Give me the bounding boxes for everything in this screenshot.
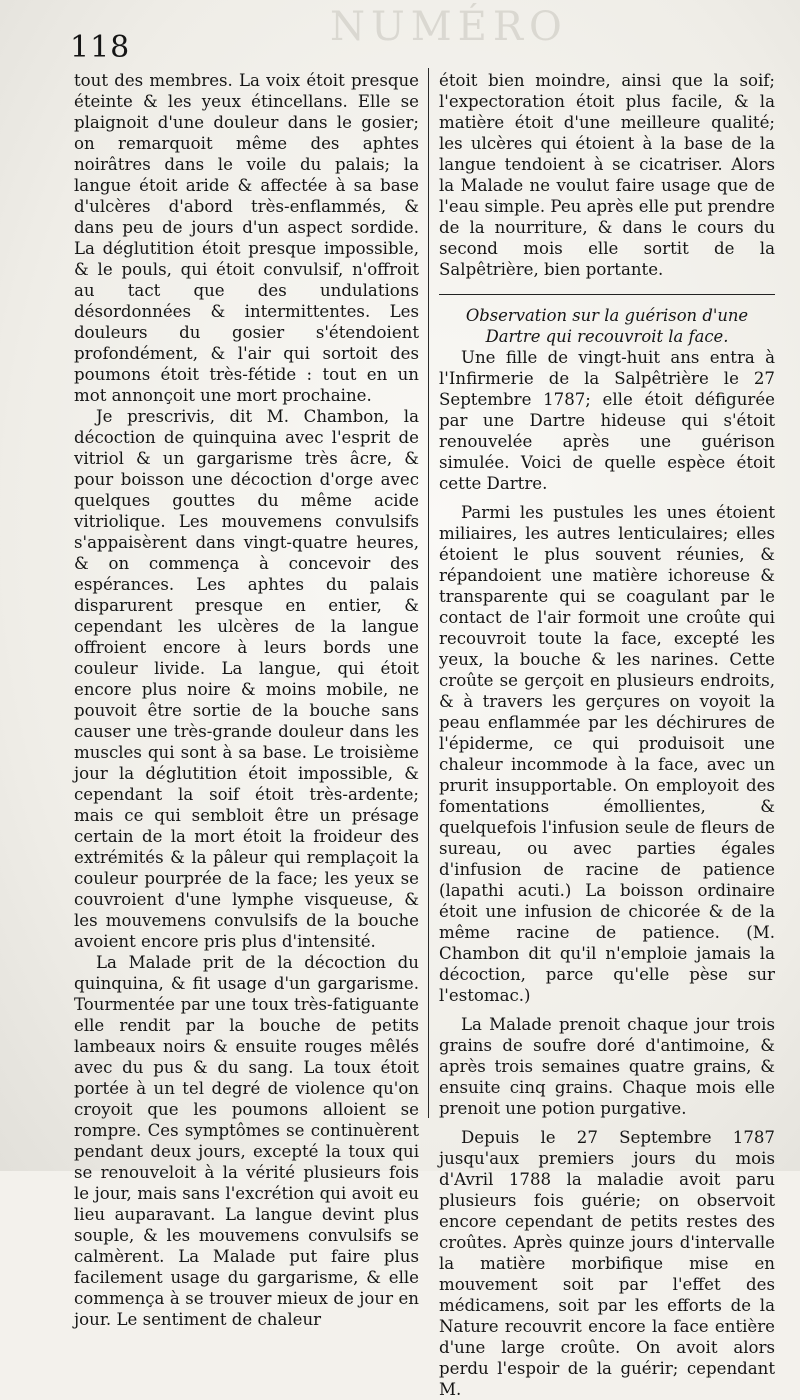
observation-title: Observation sur la guérison d'une Dartre qui recouvroit la face. <box>465 306 749 346</box>
paragraph: Je prescrivis, dit M. Chambon, la décoction de quinquina avec l'esprit de vitriol & un gargarisme très âcre, & pour boisson une décoction d'orge avec quelques gouttes du même acide vitriolique. Les mouvemens convulsifs s'appaisèrent dans vingt-quatre heures, & on commença à concevoir des espérances. Les aphtes du palais disparurent presque en entier, & cependant les ulcères de la langue offroient encore à leurs bords une couleur livide. La langue, qui étoit encore plus noire & moins mobile, ne pouvoit être sortie de la bouche sans causer une très-grande douleur dans les muscles qui sont à sa base. Le troisième jour la déglutition étoit impossible, & cependant la soif étoit très-ardente; mais ce qui sembloit être un présage certain de la mort étoit la froideur des extrémités & la pâleur qui remplaçoit la couleur pourprée de la face; les yeux se couvroient d'une lymphe visqueuse, & les mouvemens convulsifs de la bouche avoient encore pris plus d'intensité. <box>74 407 419 951</box>
running-head: NUMÉRO <box>330 4 568 50</box>
page-number: 118 <box>70 30 131 65</box>
paragraph: La Malade prenoit chaque jour trois grains de soufre doré d'antimoine, & après trois semaines quatre grains, & ensuite cinq grains. Chaque mois elle prenoit une potion purgative. <box>439 1015 775 1118</box>
paragraph: tout des membres. La voix étoit presque éteinte & les yeux étincellans. Elle se plaignoit d'une douleur dans le gosier; on remarquoit même des aphtes noirâtres dans le voile du palais; la langue étoit aride & affectée à sa base d'ulcères d'abord très-enflammés, & dans peu de jours d'un aspect sordide. La déglutition étoit presque impossible, & le pouls, qui étoit convulsif, n'offroit au tact que des undulations désordonnées & intermittentes. Les douleurs du gosier s'étendoient profondément, & l'air qui sortoit des poumons étoit très-fétide : tout en un mot annonçoit une mort prochaine. <box>74 71 419 405</box>
left-column <box>74 70 419 1330</box>
column-rule <box>428 68 429 1118</box>
paragraph: étoit bien moindre, ainsi que la soif; l'expectoration étoit plus facile, & la matière étoit d'une meilleure qualité; les ulcères qui étoient à la base de la langue tendoient à se cicatriser. Alors la Malade ne voulut faire usage que de l'eau simple. Peu après elle put prendre de la nourriture, & dans le cours du second mois elle sortit de la Salpêtrière, bien portante. <box>439 71 775 279</box>
paragraph: La Malade prit de la décoction du quinquina, & fit usage d'un gargarisme. Tourmentée par une toux très-fatiguante elle rendit par la bouche de petits lambeaux noirs & ensuite rouges mêlés avec du pus & du sang. La toux étoit portée à un tel degré de violence qu'on croyoit que les poumons alloient se rompre. Ces symptômes se continuèrent pendant deux jours, excepté la toux qui se renouveloit à la vérité plusieurs fois le jour, mais sans l'excrétion qui avoit eu lieu auparavant. La langue devint plus souple, & les mouvemens convulsifs se calmèrent. La Malade put faire plus facilement usage du gargarisme, & elle commença à se trouver mieux de jour en jour. Le sentiment de chaleur <box>74 953 419 1329</box>
paragraph: Depuis le 27 Septembre 1787 jusqu'aux premiers jours du mois d'Avril 1788 la maladie avoit paru plusieurs fois guérie; on observoit encore cependant de petits restes des croûtes. Après quinze jours d'intervalle la matière morbifique mise en mouvement soit par l'effet des médicamens, soit par les efforts de la Nature recouvrit encore la face entière d'une large croûte. On avoit alors perdu l'espoir de la guérir; cependant M. <box>439 1128 775 1399</box>
right-column <box>439 70 775 1400</box>
section-divider <box>439 294 775 295</box>
paragraph: Parmi les pustules les unes étoient miliaires, les autres lenticulaires; elles étoient le plus souvent réunies, & répandoient une matière ichoreuse & transparente qui se coagulant par le contact de l'air formoit une croûte qui recouvroit toute la face, excepté les yeux, la bouche & les narines. Cette croûte se gerçoit en plusieurs endroits, & à travers les gerçures on voyoit la peau enflammée par les déchirures de l'épiderme, ce qui produisoit une chaleur incommode à la face, avec un prurit insupportable. On employoit des fomentations émollientes, & quelquefois l'infusion seule de fleurs de sureau, ou avec parties égales d'infusion de racine de patience (lapathi acuti.) La boisson ordinaire étoit une infusion de chicorée & de la même racine de patience. (M. Chambon dit qu'il n'emploie jamais la décoction, parce qu'elle pèse sur l'estomac.) <box>439 503 775 1005</box>
paragraph: Une fille de vingt-huit ans entra à l'Infirmerie de la Salpêtrière le 27 Septembre 1787; elle étoit défigurée par une Dartre hideuse qui s'étoit renouvelée après une guérison simulée. Voici de quelle espèce étoit cette Dartre. <box>439 348 775 493</box>
